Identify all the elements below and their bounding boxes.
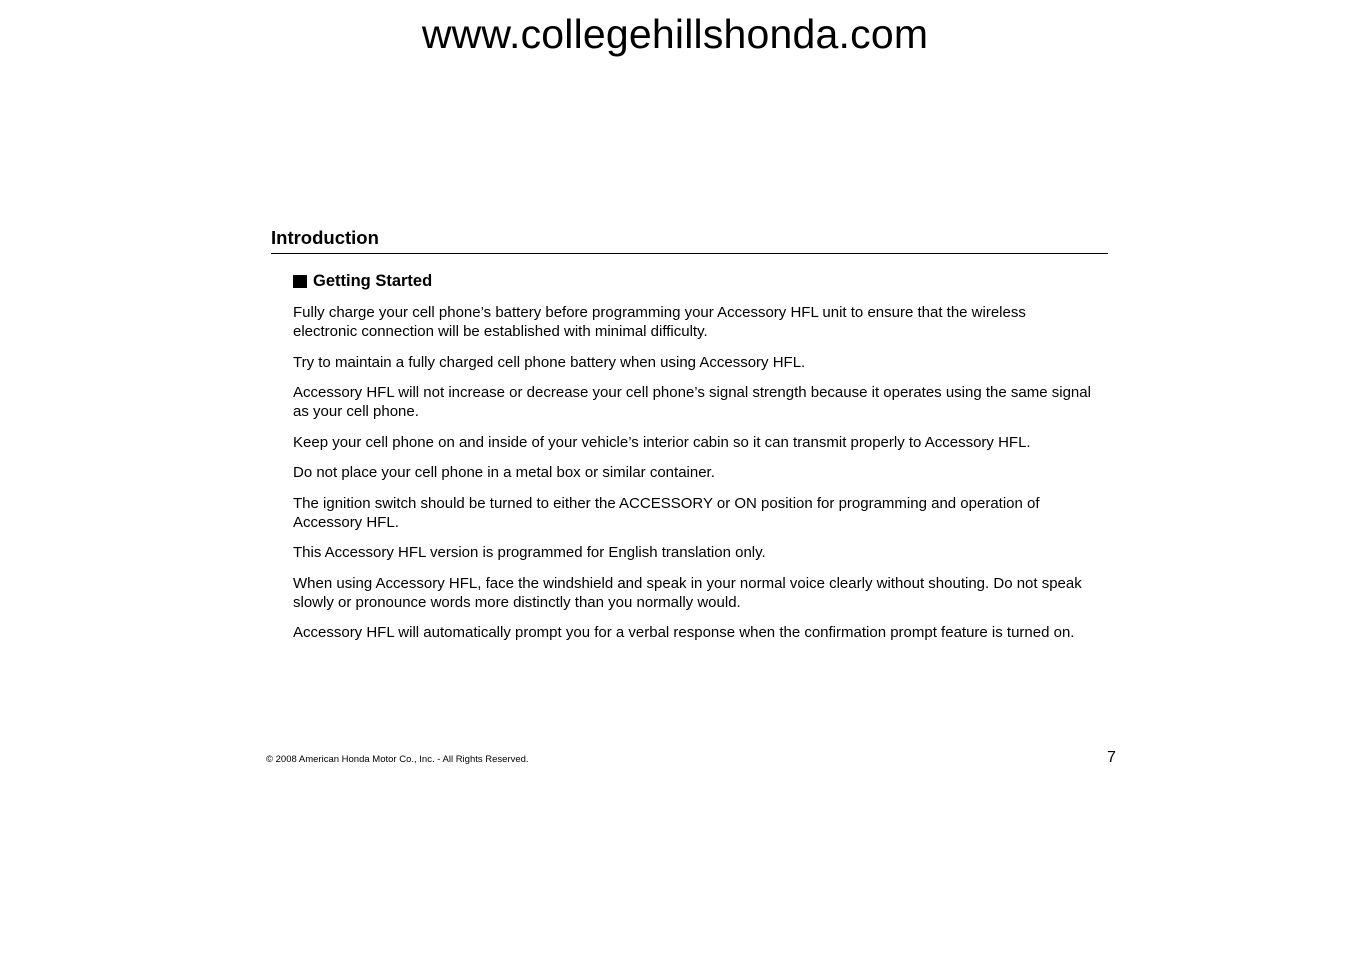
paragraph: The ignition switch should be turned to either the ACCESSORY or ON position for programming and operation of Accessory HFL. [293,494,1040,531]
subsection-heading-label: Getting Started [313,272,433,290]
paragraph: When using Accessory HFL, face the windshield and speak in your normal voice clearly without shouting. Do not speak slowly or pronounce words more distinctly than you normally would. [293,574,1082,611]
subsection-heading [293,271,432,291]
copyright-notice: © 2008 American Honda Motor Co., Inc. - All Rights Reserved. [266,754,529,765]
paragraph: Accessory HFL will automatically prompt you for a verbal response when the confirmation prompt feature is turned on. [293,624,1075,641]
paragraph: Accessory HFL will not increase or decrease your cell phone’s signal strength because it operates using the same signal as your cell phone. [293,384,1091,420]
site-url-header: www.collegehillshonda.com [421,11,929,57]
paragraph: Fully charge your cell phone’s battery before programming your Accessory HFL unit to ensure that the wireless electronic connection will be established with minimal difficulty. [293,304,1026,340]
section-title: Introduction [271,227,379,248]
body-text [293,303,1093,654]
paragraph: Keep your cell phone on and inside of your vehicle’s interior cabin so it can transmit properly to Accessory HFL. [293,433,1031,451]
paragraph: Do not place your cell phone in a metal box or similar container. [293,464,715,481]
paragraph: Try to maintain a fully charged cell phone battery when using Accessory HFL. [293,353,806,371]
square-bullet-icon [293,275,307,288]
page-number: 7 [1107,749,1116,766]
section-divider [271,253,1108,254]
paragraph: This Accessory HFL version is programmed for English translation only. [293,544,766,561]
